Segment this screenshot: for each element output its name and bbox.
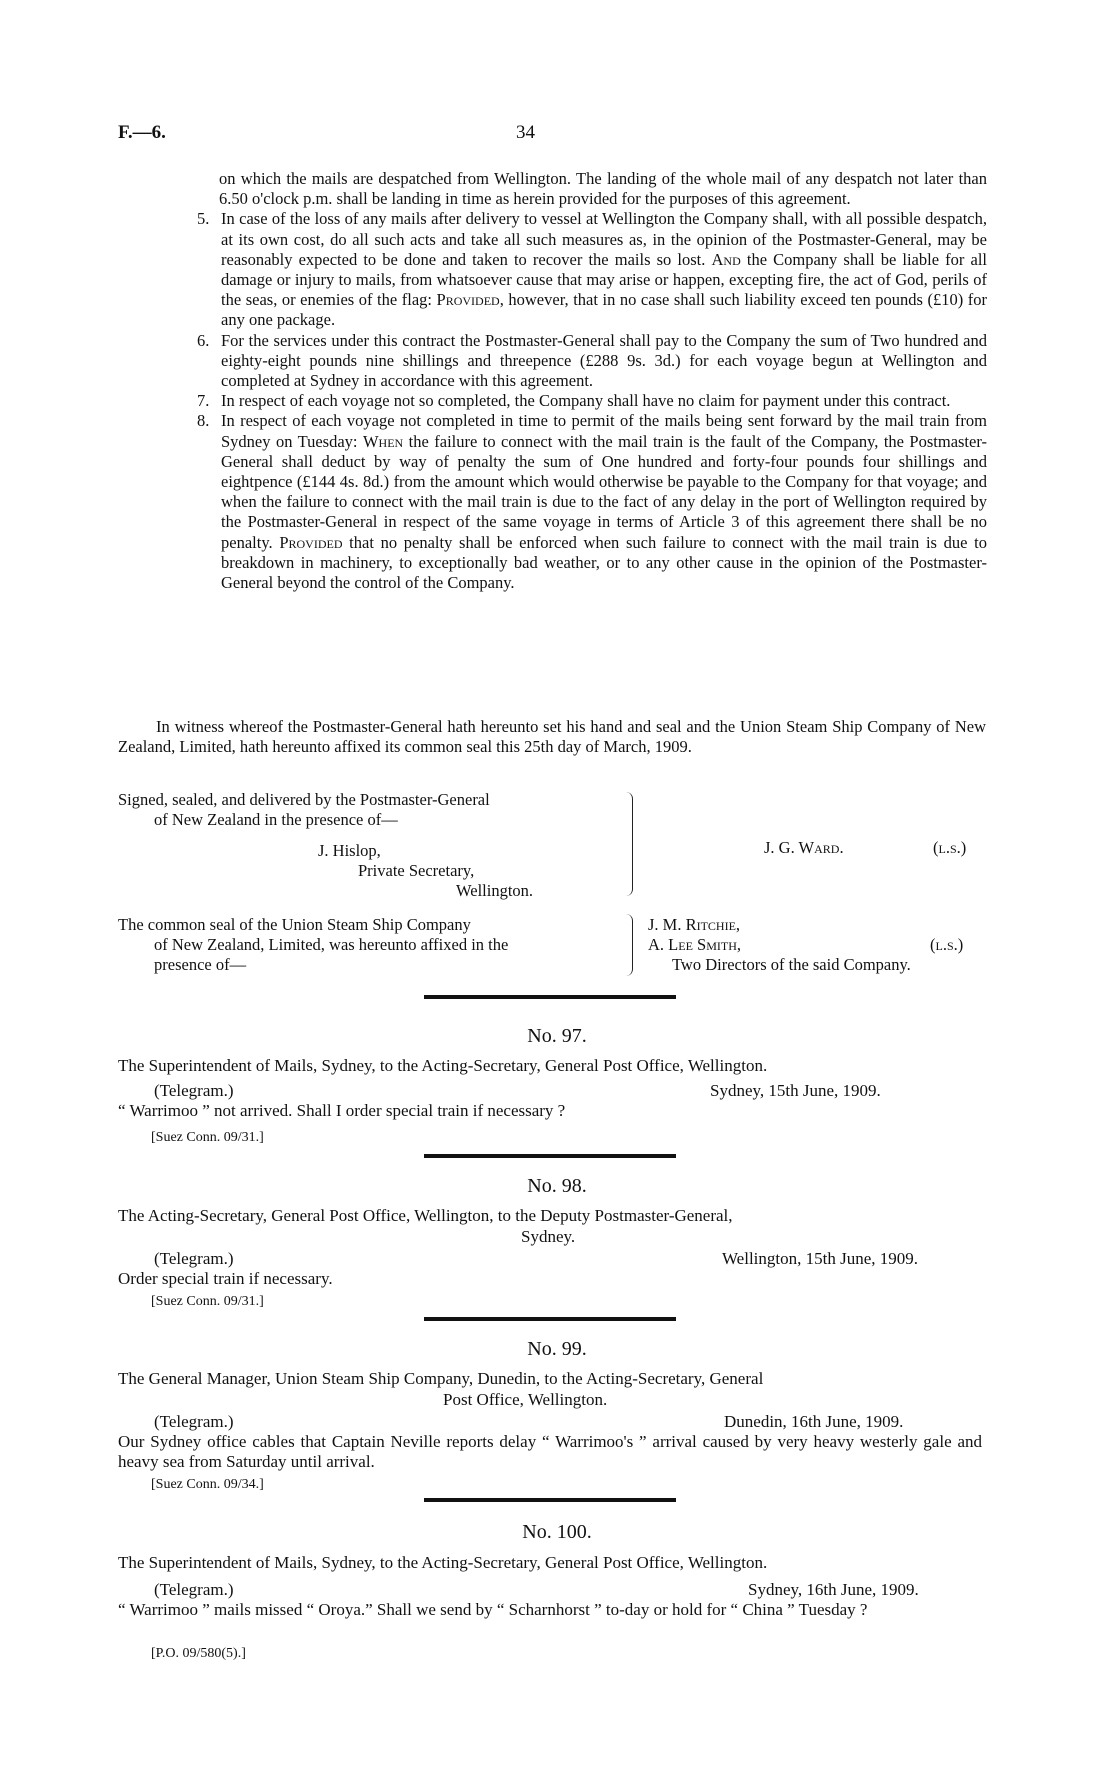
- director-1: J. M. Ritchie,: [648, 915, 741, 934]
- item-100-title: No. 100.: [522, 1521, 592, 1543]
- item-99-heading-1: The General Manager, Union Steam Ship Company, Dunedin, to the Acting-Secretary, General: [118, 1369, 764, 1388]
- seal-mark: (l.s.): [930, 935, 964, 954]
- clause-keyword: Provided: [279, 532, 343, 552]
- item-99-place-date: Dunedin, 16th June, 1909.: [724, 1412, 904, 1431]
- item-100-place-date: Sydney, 16th June, 1909.: [748, 1580, 919, 1599]
- clause-text: For the services under this contract the Postmaster-General shall pay to the Company the sum of Two hundred and eighty-eight pounds nine shillings and threepence (£288 9s. 3d.) for each voyage begun at Wellington and completed at Sydney in accordance with this agreement.: [221, 330, 987, 391]
- section-rule: [424, 1498, 676, 1502]
- item-98-reference: [Suez Conn. 09/31.]: [151, 1294, 264, 1309]
- document-reference: F.—6.: [118, 122, 166, 143]
- clause-number: 8.: [197, 411, 210, 431]
- clause-4-continuation: on which the mails are despatched from Wellington. The landing of the whole mail of any despatch not later than 6.50 o'clock p.m. shall be landing in time as herein provided for the purposes of this agreement.: [219, 169, 987, 209]
- clause-number: 7.: [197, 391, 210, 411]
- item-97-title: No. 97.: [527, 1025, 587, 1047]
- item-99-reference: [Suez Conn. 09/34.]: [151, 1477, 264, 1492]
- item-100-reference: [P.O. 09/580(5).]: [151, 1646, 246, 1661]
- clause-text: however, that in no case shall such liability exceed ten pounds (£10) for any one package.: [221, 290, 988, 330]
- clause-number: 5.: [197, 209, 210, 229]
- clause-5: [181, 209, 987, 330]
- clause-keyword: Provided,: [436, 290, 504, 310]
- item-97-heading: The Superintendent of Mails, Sydney, to the Acting-Secretary, General Post Office, Wellington.: [118, 1056, 768, 1075]
- item-98-heading-2: Sydney.: [521, 1227, 576, 1246]
- page-number: 34: [516, 122, 535, 143]
- item-98-place-date: Wellington, 15th June, 1909.: [722, 1249, 919, 1268]
- clause-text: the Company shall be liable for all damage or injury to mails, from whatsoever cause that may arise or happen, excepting fire, the act of God, perils of the seas, or enemies of the flag:: [221, 249, 987, 310]
- brace: [626, 914, 633, 976]
- company-seal-line-1: The common seal of the Union Steam Ship Company: [118, 915, 471, 934]
- director-2: A. Lee Smith,: [648, 935, 741, 954]
- clause-text: In case of the loss of any mails after delivery to vessel at Wellington the Company shall, with all possible despatch, at its own cost, do all such acts and take all such measures as, in the opinion of the Postmaster-General, may be reasonably expected to be done and taken to recover the mails so lost.: [221, 209, 987, 269]
- clause-keyword: When: [362, 431, 404, 451]
- item-100-heading: The Superintendent of Mails, Sydney, to the Acting-Secretary, General Post Office, Wellington.: [118, 1553, 768, 1572]
- witness-title: Private Secretary,: [358, 861, 475, 880]
- clause-7: [181, 391, 987, 411]
- item-99-body: Our Sydney office cables that Captain Neville reports delay “ Warrimoo's ” arrival caused by very heavy westerly gale and heavy sea from Saturday until arrival.: [118, 1432, 982, 1471]
- witness-name: J. Hislop,: [318, 841, 381, 860]
- seal-mark: (l.s.): [933, 838, 967, 857]
- clause-text: In respect of each voyage not so completed, the Company shall have no claim for payment under this contract.: [221, 391, 951, 411]
- item-98-title: No. 98.: [527, 1175, 587, 1197]
- witness-place: Wellington.: [456, 881, 534, 900]
- item-97-reference: [Suez Conn. 09/31.]: [151, 1130, 264, 1145]
- clause-8: [181, 411, 987, 593]
- clause-text: In respect of each voyage not completed in time to permit of the mails being sent forward by the mail train from Sydney on Tuesday:: [221, 411, 987, 451]
- item-100-type: (Telegram.): [154, 1580, 234, 1599]
- clause-6: [181, 331, 987, 392]
- pmg-signing-line-1: Signed, sealed, and delivered by the Postmaster-General: [118, 790, 490, 809]
- clause-number: 6.: [197, 330, 210, 350]
- item-97-body: “ Warrimoo ” not arrived. Shall I order special train if necessary ?: [118, 1101, 566, 1120]
- pmg-signatory: J. G. Ward.: [764, 838, 844, 857]
- agreement-clauses: [181, 169, 987, 593]
- item-98-body: Order special train if necessary.: [118, 1269, 333, 1288]
- item-99-title: No. 99.: [527, 1338, 587, 1360]
- item-99-type: (Telegram.): [154, 1412, 234, 1431]
- section-rule: [424, 1317, 676, 1321]
- witness-paragraph: In witness whereof the Postmaster-General hath hereunto set his hand and seal and the Union Steam Ship Company of New Zealand, Limited, hath hereunto affixed its common seal this 25th day of March, 1909.: [118, 717, 986, 756]
- item-98-type: (Telegram.): [154, 1249, 234, 1268]
- company-seal-line-2: of New Zealand, Limited, was hereunto affixed in the: [154, 935, 509, 954]
- item-97-place-date: Sydney, 15th June, 1909.: [710, 1081, 881, 1100]
- item-98-heading-1: The Acting-Secretary, General Post Office, Wellington, to the Deputy Postmaster-General,: [118, 1206, 733, 1225]
- clause-text: the failure to connect with the mail train is the fault of the Company, the Postmaster-General shall deduct by way of penalty the sum of One hundred and forty-four pounds four shillings and eightpence (£144 4s. 8d.) from the amount which would otherwise be payable to the Company for that voyage; and when the failure to connect with the mail train is due to the fact of any delay in the port of Wellington required by the Postmaster-General in respect of the same voyage in terms of Article 3 of this agreement there shall be no penalty.: [221, 431, 988, 552]
- clause-keyword: And: [711, 249, 741, 269]
- item-97-type: (Telegram.): [154, 1081, 234, 1100]
- item-99-heading-2: Post Office, Wellington.: [443, 1390, 608, 1409]
- brace: [626, 792, 633, 896]
- company-seal-line-3: presence of—: [154, 955, 247, 974]
- section-rule: [424, 995, 676, 999]
- item-100-body: “ Warrimoo ” mails missed “ Oroya.” Shall we send by “ Scharnhorst ” to-day or hold for “ China ” Tuesday ?: [118, 1600, 868, 1619]
- section-rule: [424, 1154, 676, 1158]
- clause-text: that no penalty shall be enforced when such failure to connect with the mail train is due to breakdown in machinery, to exceptionally bad weather, or to any other cause in the opinion of the Postmaster-General beyond the control of the Company.: [221, 532, 987, 593]
- directors-note: Two Directors of the said Company.: [672, 955, 911, 974]
- pmg-signing-line-2: of New Zealand in the presence of—: [154, 810, 398, 829]
